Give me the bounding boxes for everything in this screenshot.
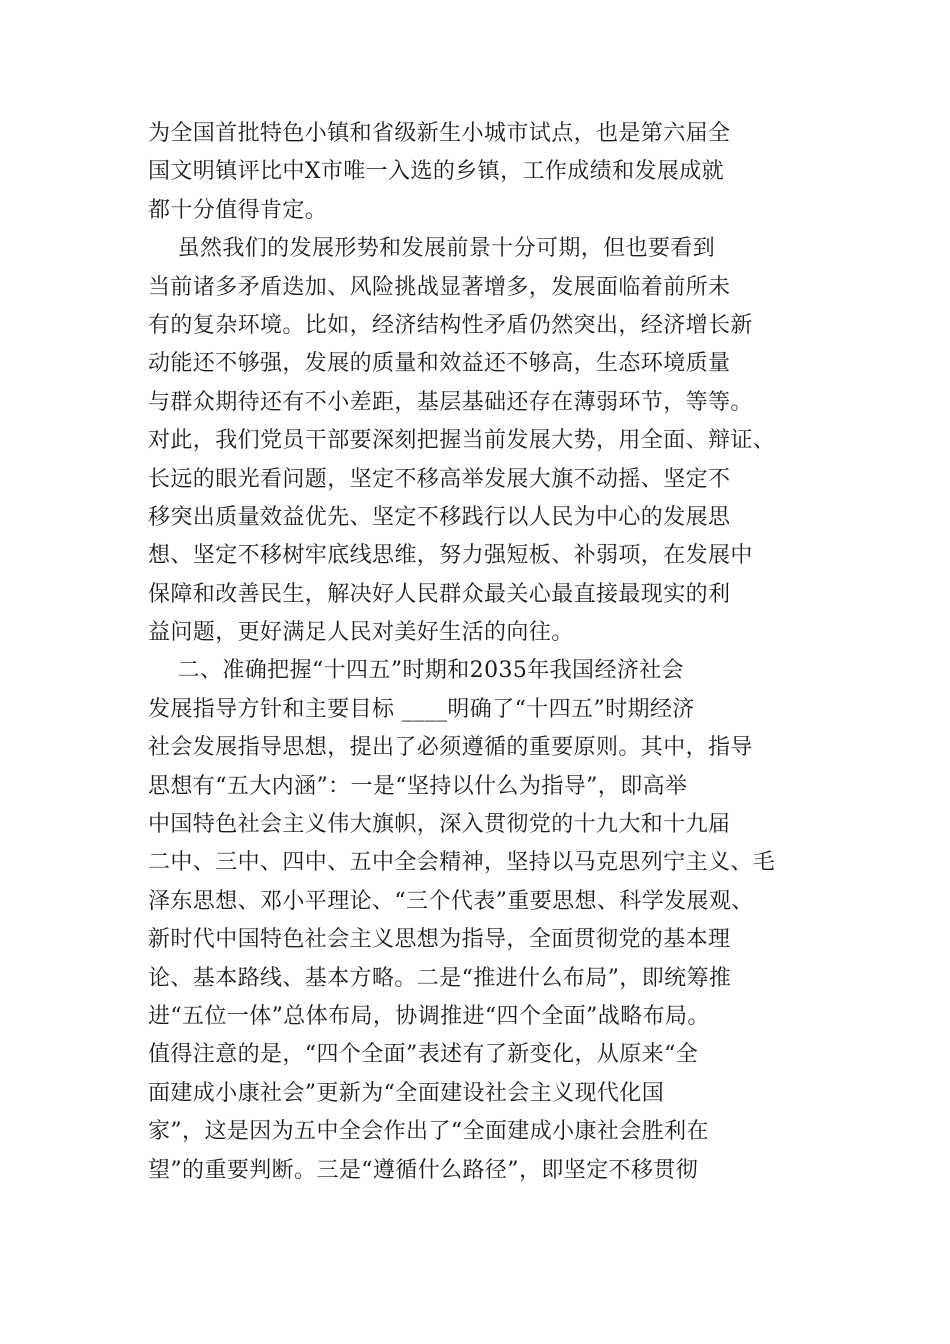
section-heading-line: 二、准确把握“十四五”时期和2035年我国经济社会 bbox=[148, 658, 685, 684]
text-line: 值得注意的是，“四个全面”表述有了新变化，从原来“全 bbox=[148, 1042, 699, 1068]
text-line: 发展指导方针和主要目标 ____明确了“十四五”时期经济 bbox=[148, 696, 695, 722]
document-page bbox=[148, 115, 808, 1190]
text-line: 当前诸多矛盾迭加、风险挑战显著增多，发展面临着前所未 bbox=[148, 274, 731, 300]
text-line: 泽东思想、邓小平理论、“三个代表”重要思想、科学发展观、 bbox=[148, 888, 754, 914]
text-line: 望”的重要判断。三是“遵循什么路径”，即坚定不移贯彻 bbox=[148, 1157, 699, 1183]
text-line: 论、基本路线、基本方略。二是“推进什么布局”，即统筹推 bbox=[148, 965, 732, 991]
text-line: 为全国首批特色小镇和省级新生小城市试点，也是第六届全 bbox=[148, 121, 731, 146]
text-line: 二中、三中、四中、五中全会精神，坚持以马克思列宁主义、毛 bbox=[148, 850, 776, 876]
text-line: 对此，我们党员干部要深刻把握当前发展大势，用全面、辩证、 bbox=[148, 428, 776, 454]
text-line: 国文明镇评比中X市唯一入选的乡镇，工作成绩和发展成就 bbox=[148, 159, 725, 185]
text-line: 与群众期待还有不小差距，基层基础还存在薄弱环节，等等。 bbox=[148, 389, 753, 415]
text-line: 都十分值得肯定。 bbox=[148, 197, 328, 223]
text-line: 虽然我们的发展形势和发展前景十分可期，但也要看到 bbox=[148, 236, 716, 262]
text-line: 移突出质量效益优先、坚定不移践行以人民为中心的发展思 bbox=[148, 504, 731, 530]
text-line: 长远的眼光看问题，坚定不移高举发展大旗不动摇、坚定不 bbox=[148, 466, 731, 492]
text-line: 益问题，更好满足人民对美好生活的向往。 bbox=[148, 620, 574, 646]
text-line: 面建成小康社会”更新为“全面建设社会主义现代化国 bbox=[148, 1080, 665, 1106]
text-line: 保障和改善民生，解决好人民群众最关心最直接最现实的利 bbox=[148, 581, 731, 607]
text-line: 思想有“五大内涵”：一是“坚持以什么为指导”，即高举 bbox=[148, 773, 688, 799]
text-line: 家”，这是因为五中全会作出了“全面建成小康社会胜利在 bbox=[148, 1119, 709, 1145]
text-line: 新时代中国特色社会主义思想为指导，全面贯彻党的基本理 bbox=[148, 927, 731, 953]
text-line: 社会发展指导思想，提出了必须遵循的重要原则。其中，指导 bbox=[148, 735, 753, 761]
text-line: 想、坚定不移树牢底线思维，努力强短板、补弱项，在发展中 bbox=[148, 543, 753, 569]
text-line: 进“五位一体”总体布局，协调推进“四个全面”战略布局。 bbox=[148, 1003, 710, 1029]
text-line: 动能还不够强，发展的质量和效益还不够高，生态环境质量 bbox=[148, 351, 731, 377]
text-line: 有的复杂环境。比如，经济结构性矛盾仍然突出，经济增长新 bbox=[148, 312, 753, 338]
text-line: 中国特色社会主义伟大旗帜，深入贯彻党的十九大和十九届 bbox=[148, 812, 731, 838]
